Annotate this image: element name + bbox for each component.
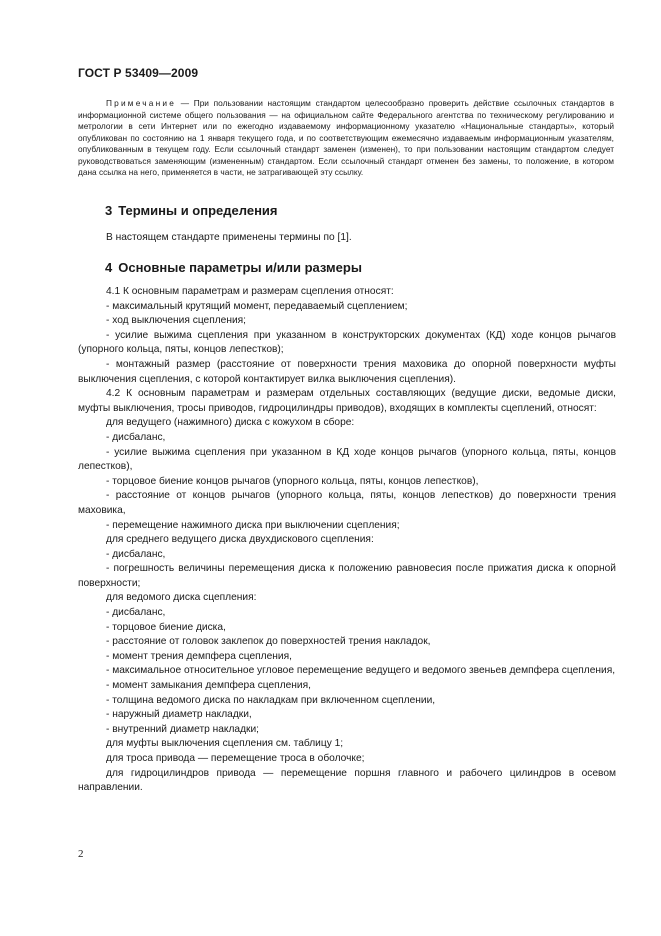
paragraph: 4.2 К основным параметрам и размерам отдельных составляющих (ведущие диски, ведомые диски, муфты выключения, тросы приводов, гидроцилиндры приводов), входящих в комплекты сцеплений, относят: xyxy=(78,388,616,414)
paragraph: - погрешность величины перемещения диска к положению равновесия после прижатия диска к опорной поверхности; xyxy=(78,563,616,589)
paragraph: - монтажный размер (расстояние от поверхности трения маховика до опорной поверхности муфты выключения сцепления, с которой контактирует вилка выключения сцепления). xyxy=(78,358,616,385)
section-4-number: 4 xyxy=(105,260,113,275)
section-3-text: В настоящем стандарте применены термины по [1]. xyxy=(106,232,352,243)
paragraph: - расстояние от концов рычагов (упорного кольца, пяты, концов лепестков) до поверхности трения маховика, xyxy=(78,490,616,516)
paragraph: - максимальное относительное угловое перемещение ведущего и ведомого звеньев демпфера сцепления, xyxy=(106,665,616,677)
page-number: 2 xyxy=(78,848,84,860)
paragraph: - дисбаланс, xyxy=(106,431,166,443)
document-header: ГОСТ Р 53409—2009 xyxy=(78,66,199,80)
paragraph: для муфты выключения сцепления см. таблицу 1; xyxy=(106,738,344,750)
note-text: — При пользовании настоящим стандартом целесообразно проверить действие ссылочных стандартов в информационной системе общего пользования — на официальном сайте Федерального агентства по техническому регулированию и метрологии в сети Интернет или по ежегодно издаваемому информационному указателю «Национальные стандарты», который опубликован по состоянию на 1 января текущего года, и по соответствующим ежемесячно издаваемым информационным указателям, опубликованным в текущем году. Если ссылочный стандарт заменен (изменен), то при пользовании настоящим стандартом следует руководствоваться заменяющим (измененным) стандартом. Если ссылочный стандарт отменен без замены, то положение, в котором дана ссылка на него, применяется в части, не затрагивающей эту ссылку. xyxy=(78,98,614,177)
paragraph: - ход выключения сцепления; xyxy=(106,315,246,327)
paragraph: - перемещение нажимного диска при выключении сцепления; xyxy=(106,519,400,531)
paragraph: для ведомого диска сцепления: xyxy=(106,592,257,604)
paragraph: - дисбаланс, xyxy=(106,548,166,560)
paragraph: - усилие выжима сцепления при указанном в КД ходе концов рычагов (упорного кольца, пяты, концов лепестков), xyxy=(78,446,616,473)
note-lead: Примечание xyxy=(106,98,177,108)
paragraph: - расстояние от головок заклепок до поверхностей трения накладок, xyxy=(106,636,431,648)
paragraph: - внутренний диаметр накладки; xyxy=(106,723,260,735)
section-3 xyxy=(78,203,616,246)
note-block xyxy=(78,98,614,179)
paragraph: для троса привода — перемещение троса в оболочке; xyxy=(106,753,365,764)
paragraph: - дисбаланс, xyxy=(106,607,166,619)
section-4-body xyxy=(78,285,616,796)
section-3-heading xyxy=(78,203,616,218)
section-4-heading xyxy=(78,260,616,275)
paragraph: - толщина ведомого диска по накладкам при включенном сцеплении, xyxy=(106,694,436,706)
paragraph: - торцовое биение диска, xyxy=(106,621,226,633)
paragraph: 4.1 К основным параметрам и размерам сцепления относят: xyxy=(106,286,394,297)
paragraph: - усилие выжима сцепления при указанном в конструкторских документах (КД) ходе концов рычагов (упорного кольца, пяты, концов лепестков); xyxy=(78,329,616,356)
section-4 xyxy=(78,260,616,796)
paragraph: для гидроцилиндров привода — перемещение поршня главного и рабочего цилиндров в осевом направлении. xyxy=(78,767,616,794)
paragraph: - наружный диаметр накладки, xyxy=(106,709,252,721)
section-3-title: Термины и определения xyxy=(118,203,278,218)
section-3-number: 3 xyxy=(105,203,113,218)
paragraph: - момент трения демпфера сцепления, xyxy=(106,650,292,662)
section-4-title: Основные параметры и/или размеры xyxy=(118,260,362,275)
paragraph: - момент замыкания демпфера сцепления, xyxy=(106,680,311,692)
paragraph: - торцовое биение концов рычагов (упорного кольца, пяты, концов лепестков), xyxy=(106,475,479,487)
paragraph: для ведущего (нажимного) диска с кожухом в сборе: xyxy=(106,417,355,429)
paragraph: для среднего ведущего диска двухдискового сцепления: xyxy=(106,534,374,546)
paragraph: - максимальный крутящий момент, передаваемый сцеплением; xyxy=(106,300,408,312)
